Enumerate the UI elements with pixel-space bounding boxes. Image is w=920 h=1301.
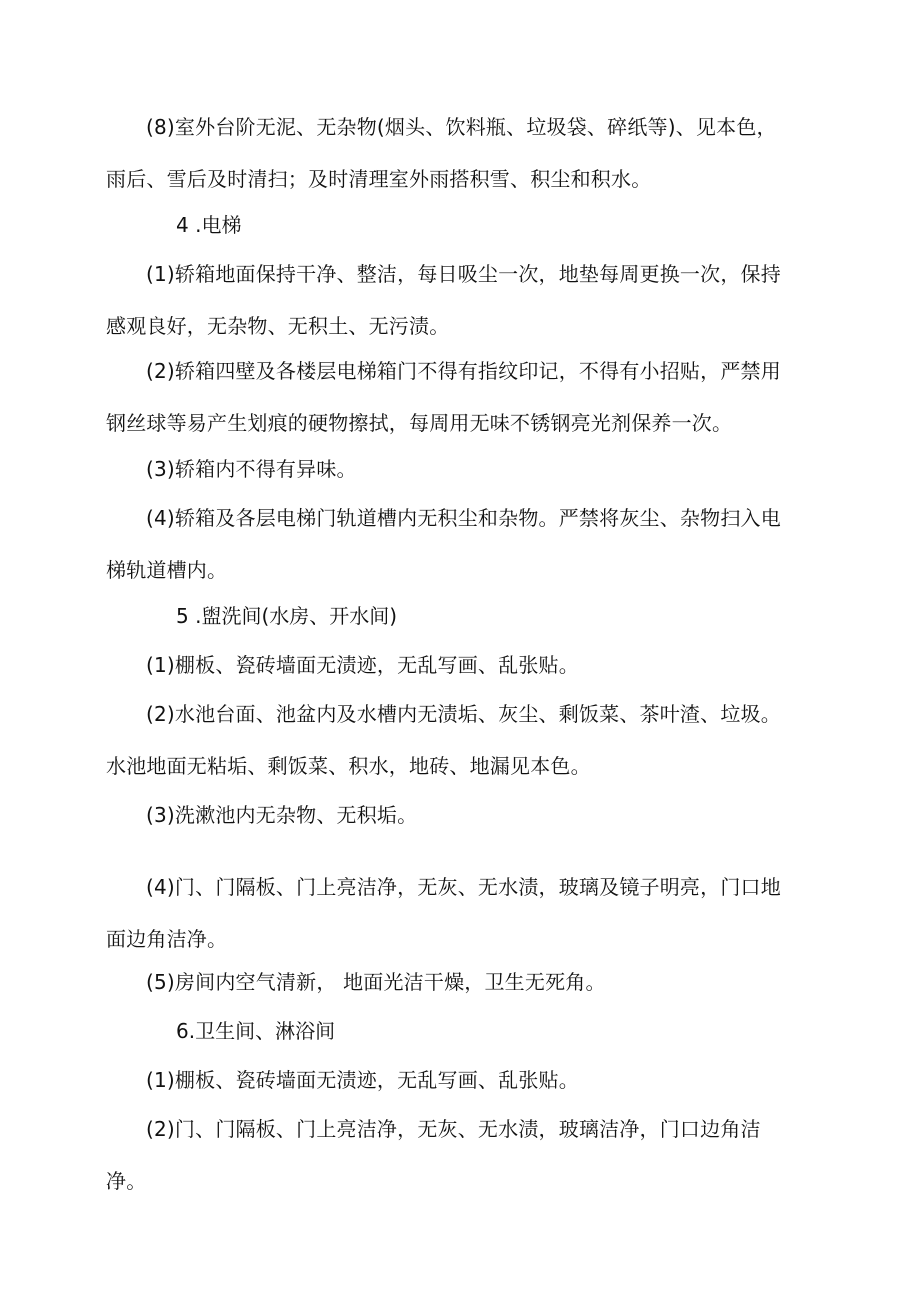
paragraph-toilet-ceiling: (1)棚板、瓷砖墙面无渍迹，无乱写画、乱张贴。 (146, 1068, 579, 1092)
paragraph-washroom-ceiling: (1)棚板、瓷砖墙面无渍迹，无乱写画、乱张贴。 (146, 653, 579, 677)
section-heading-toilet: 6.卫生间、淋浴间 (176, 1019, 336, 1043)
paragraph-elevator-track: (4)轿箱及各层电梯门轨道槽内无积尘和杂物。严禁将灰尘、杂物扫入电梯轨道槽内。 (106, 506, 781, 582)
section-heading-washroom: 5 .盥洗间(水房、开水间) (176, 604, 398, 628)
paragraph-elevator-walls: (2)轿箱四壁及各楼层电梯箱门不得有指纹印记，不得有小招贴，严禁用钢丝球等易产生划痕的硬物擦拭，每周用无味不锈钢亮光剂保养一次。 (106, 359, 781, 435)
paragraph-washroom-sink: (2)水池台面、池盆内及水槽内无渍垢、灰尘、剩饭菜、茶叶渣、垃圾。水池地面无粘垢、剩饭菜、积水，地砖、地漏见本色。 (106, 702, 781, 778)
paragraph-washroom-air: (5)房间内空气清新， 地面光洁干燥，卫生无死角。 (146, 970, 606, 994)
paragraph-toilet-doors: (2)门、门隔板、门上亮洁净，无灰、无水渍，玻璃洁净，门口边角洁净。 (106, 1117, 761, 1193)
paragraph-elevator-odor: (3)轿箱内不得有异味。 (146, 457, 357, 481)
paragraph-elevator-floor: (1)轿箱地面保持干净、整洁，每日吸尘一次，地垫每周更换一次，保持感观良好，无杂物、无积土、无污渍。 (106, 262, 781, 338)
paragraph-washroom-doors: (4)门、门隔板、门上亮洁净，无灰、无水渍，玻璃及镜子明亮，门口地面边角洁净。 (106, 875, 781, 951)
paragraph-outdoor-steps: (8)室外台阶无泥、无杂物(烟头、饮料瓶、垃圾袋、碎纸等)、见本色，雨后、雪后及时清扫；及时清理室外雨搭积雪、积尘和积水。 (106, 115, 777, 191)
section-heading-elevator: 4 .电梯 (176, 213, 242, 237)
paragraph-washroom-basin: (3)洗漱池内无杂物、无积垢。 (146, 803, 418, 827)
